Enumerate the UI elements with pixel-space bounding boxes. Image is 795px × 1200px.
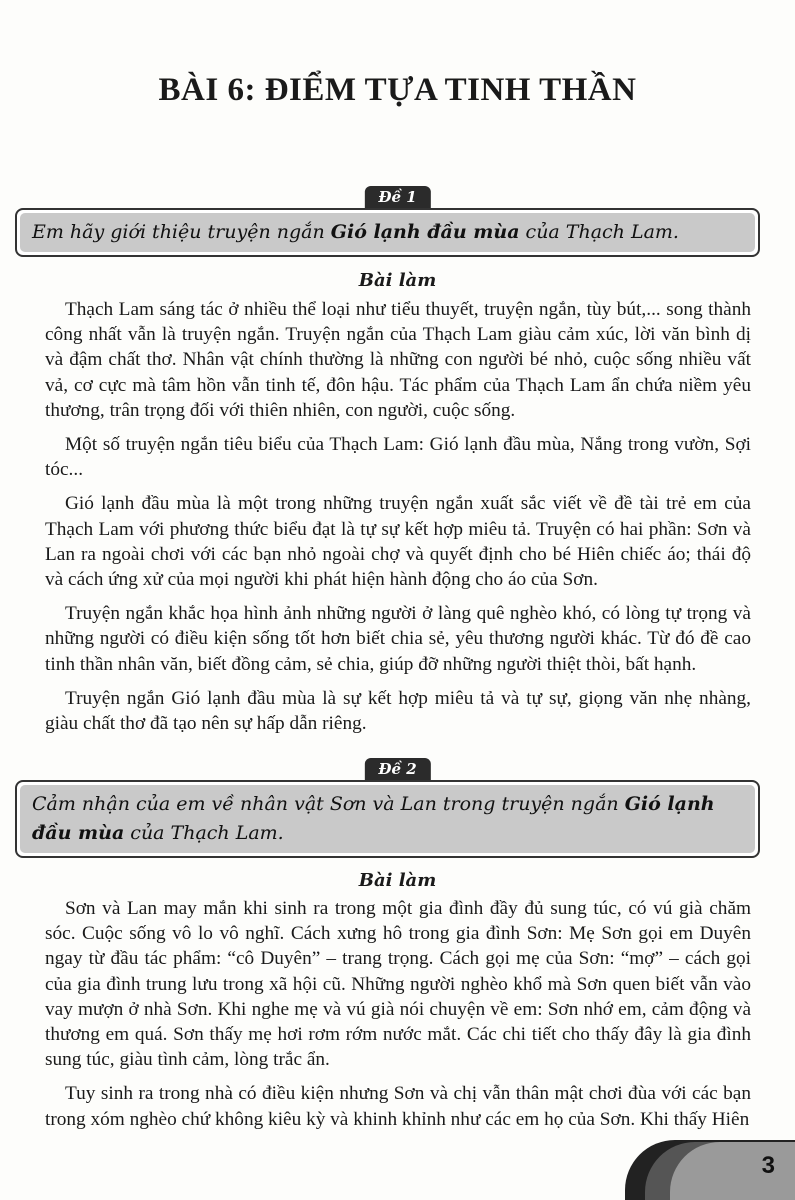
question-box-2 <box>15 780 760 858</box>
page-number-tab <box>625 1140 795 1200</box>
paragraph: Tuy sinh ra trong nhà có điều kiện nhưng Sơn và chị vẫn thân mật chơi đùa với các bạn trong xóm nghèo chứ không kiêu kỳ và khinh khỉnh như các em họ của Sơn. Khi thấy Hiên <box>45 1083 751 1130</box>
question-1-text <box>20 213 755 252</box>
exercise-badge-2: Đề 2 <box>364 758 430 780</box>
question-text: của Thạch Lam. <box>519 221 679 243</box>
question-2-text <box>20 785 755 853</box>
question-work-title: Gió lạnh đầu mùa <box>32 793 715 844</box>
paragraph: Sơn và Lan may mắn khi sinh ra trong một gia đình đầy đủ sung túc, có vú già chăm sóc. Cuộc sống vô lo vô nghĩ. Cách xưng hô trong gia đình Sơn: Mẹ Sơn gọi em Duyên ngay từ đầu tác phẩm: “cô Duyên” – trang trọng. Cách gọi mẹ của Sơn: “mợ” – cách gọi của gia đình trung lưu trong xã hội cũ. Những người nghèo khổ mà Sơn quen biết vẫn vào vay mượn ở nhà Sơn. Khi nghe mẹ và vú già nói chuyện về em: Sơn nhớ em, cảm động và thương em quá. Sơn thấy mẹ hơi rơm rớm nước mắt. Các chi tiết cho thấy đây là gia đình sung túc, giàu tình cảm, lòng trắc ẩn. <box>45 898 751 1071</box>
answer-1 <box>45 297 751 745</box>
paragraph: Truyện ngắn khắc họa hình ảnh những người ở làng quê nghèo khó, có lòng tự trọng và những người có điều kiện sống tốt hơn biết chia sẻ, yêu thương người khác. Từ đó đề cao tinh thần nhân văn, biết đồng cảm, sẻ chia, giúp đỡ những người thiệt thòi, bất hạnh. <box>45 603 751 675</box>
page-title: BÀI 6: ĐIỂM TỰA TINH THẦN <box>158 72 637 108</box>
question-text: của Thạch Lam. <box>124 822 284 844</box>
paragraph: Truyện ngắn Gió lạnh đầu mùa là sự kết hợp miêu tả và tự sự, giọng văn nhẹ nhàng, giàu chất thơ đã tạo nên sự hấp dẫn riêng. <box>45 687 751 735</box>
paragraph: Một số truyện ngắn tiêu biểu của Thạch Lam: Gió lạnh đầu mùa, Nắng trong vườn, Sợi tóc... <box>45 434 751 481</box>
exercise-badge-1: Đề 1 <box>364 186 430 208</box>
page-number: 3 <box>761 1152 775 1179</box>
paragraph: Thạch Lam sáng tác ở nhiều thể loại như tiểu thuyết, truyện ngắn, tùy bút,... song thành công nhất vẫn là truyện ngắn. Truyện ngắn của Thạch Lam giàu cảm xúc, lời văn bình dị và đậm chất thơ. Nhân vật chính thường là những con người bé nhỏ, cuộc sống nhiều vất vả, cơ cực mà tâm hồn vẫn tinh tế, đôn hậu. Tác phẩm của Thạch Lam ẩn chứa niềm yêu thương, trân trọng đối với thiên nhiên, con người, cuộc sống. <box>45 299 751 421</box>
answer-heading-2: Bài làm <box>358 870 437 891</box>
question-box-1 <box>15 208 760 257</box>
question-text: Cảm nhận của em về nhân vật Sơn và Lan trong truyện ngắn <box>32 793 625 815</box>
paragraph: Gió lạnh đầu mùa là một trong những truyện ngắn xuất sắc viết về đề tài trẻ em của Thạch Lam với phương thức biểu đạt là tự sự kết hợp miêu tả. Truyện có hai phần: Sơn và Lan ra ngoài chơi với các bạn nhỏ ngoài chợ và quyết định cho bé Hiên chiếc áo; thái độ và cách ứng xử của mọi người khi phát hiện hành động cho áo của Sơn. <box>45 493 751 591</box>
question-text: Em hãy giới thiệu truyện ngắn <box>32 221 331 243</box>
answer-2 <box>45 896 751 1141</box>
question-work-title: Gió lạnh đầu mùa <box>330 221 520 243</box>
answer-heading-1: Bài làm <box>358 270 437 291</box>
